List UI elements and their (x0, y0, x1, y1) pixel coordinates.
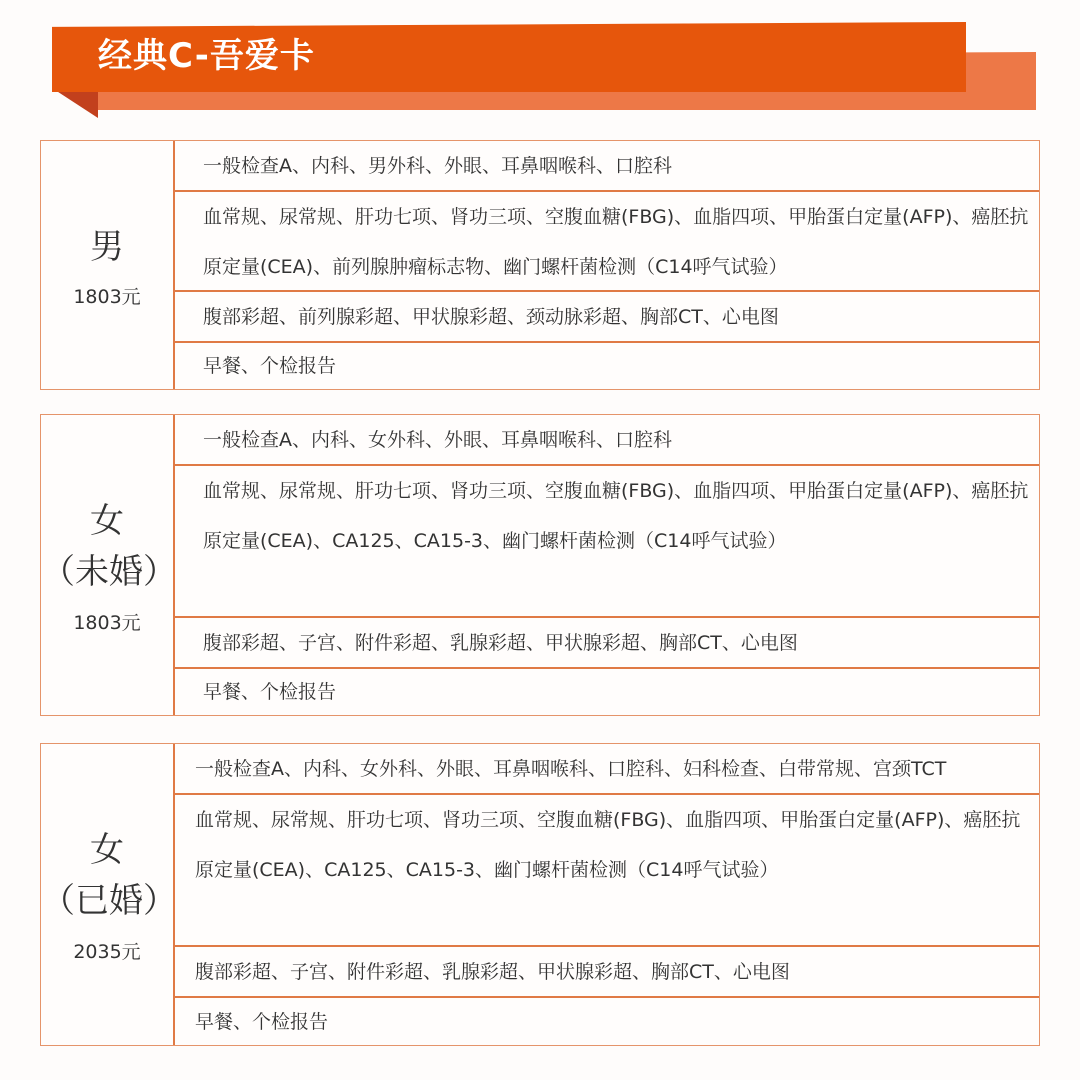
items-list (175, 141, 1039, 389)
item-row: 血常规、尿常规、肝功七项、肾功三项、空腹血糖(FBG)、血脂四项、甲胎蛋白定量(AFP)、癌胚抗原定量(CEA)、CA125、CA15-3、幽门螺杆菌检测（C14呼气试验） (175, 464, 1039, 616)
marital-status-label: （未婚） (41, 551, 177, 592)
gender-label: 女 (90, 830, 124, 870)
package-card-male (40, 140, 1040, 390)
package-label (41, 415, 175, 715)
item-row: 腹部彩超、前列腺彩超、甲状腺彩超、颈动脉彩超、胸部CT、心电图 (175, 290, 1039, 341)
package-label (41, 744, 175, 1045)
price-label: 1803元 (73, 285, 141, 308)
item-row: 腹部彩超、子宫、附件彩超、乳腺彩超、甲状腺彩超、胸部CT、心电图 (175, 945, 1039, 996)
package-card-female-married (40, 743, 1040, 1046)
price-label: 1803元 (73, 611, 141, 634)
items-list (175, 415, 1039, 715)
package-card-female-unmarried (40, 414, 1040, 716)
banner-fold (52, 88, 98, 118)
item-row: 早餐、个检报告 (175, 667, 1039, 715)
gender-label: 女 (90, 500, 124, 541)
item-row: 早餐、个检报告 (175, 341, 1039, 389)
page-title: 经典C-吾爱卡 (98, 36, 315, 76)
item-row: 血常规、尿常规、肝功七项、肾功三项、空腹血糖(FBG)、血脂四项、甲胎蛋白定量(AFP)、癌胚抗原定量(CEA)、CA125、CA15-3、幽门螺杆菌检测（C14呼气试验） (175, 793, 1039, 945)
gender-label: 男 (90, 226, 124, 267)
item-row: 一般检查A、内科、男外科、外眼、耳鼻咽喉科、口腔科 (203, 154, 672, 177)
item-row: 一般检查A、内科、女外科、外眼、耳鼻咽喉科、口腔科 (203, 428, 672, 451)
price-label: 2035元 (73, 941, 141, 963)
title-banner (0, 0, 1080, 130)
items-list (175, 744, 1039, 1045)
item-row: 腹部彩超、子宫、附件彩超、乳腺彩超、甲状腺彩超、胸部CT、心电图 (175, 616, 1039, 667)
item-row: 血常规、尿常规、肝功七项、肾功三项、空腹血糖(FBG)、血脂四项、甲胎蛋白定量(AFP)、癌胚抗原定量(CEA)、前列腺肿瘤标志物、幽门螺杆菌检测（C14呼气试验） (175, 190, 1039, 290)
marital-status-label: （已婚） (41, 881, 177, 921)
package-label (41, 141, 175, 389)
item-row: 一般检查A、内科、女外科、外眼、耳鼻咽喉科、口腔科、妇科检查、白带常规、宫颈TCT (195, 757, 947, 780)
item-row: 早餐、个检报告 (175, 996, 1039, 1045)
